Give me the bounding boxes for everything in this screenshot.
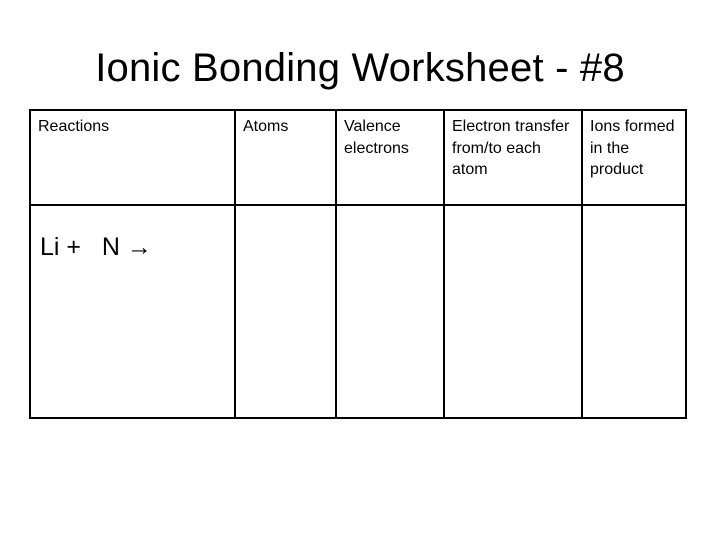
atoms-cell[interactable] <box>235 205 336 418</box>
worksheet-table <box>29 109 687 419</box>
table-row <box>30 205 686 418</box>
page-title: Ionic Bonding Worksheet - #8 <box>95 46 625 90</box>
header-atoms: Atoms <box>235 110 336 205</box>
reaction-cell <box>30 205 235 418</box>
header-electron-transfer: Electron transfer from/to each atom <box>444 110 582 205</box>
header-reactions: Reactions <box>30 110 235 205</box>
header-valence-electrons: Valence electrons <box>336 110 444 205</box>
reaction-equation: Li + N → <box>40 233 152 261</box>
ions-formed-cell[interactable] <box>582 205 686 418</box>
valence-electrons-cell[interactable] <box>336 205 444 418</box>
electron-transfer-cell[interactable] <box>444 205 582 418</box>
table-header-row <box>30 110 686 205</box>
header-ions-formed: Ions formed in the product <box>582 110 686 205</box>
